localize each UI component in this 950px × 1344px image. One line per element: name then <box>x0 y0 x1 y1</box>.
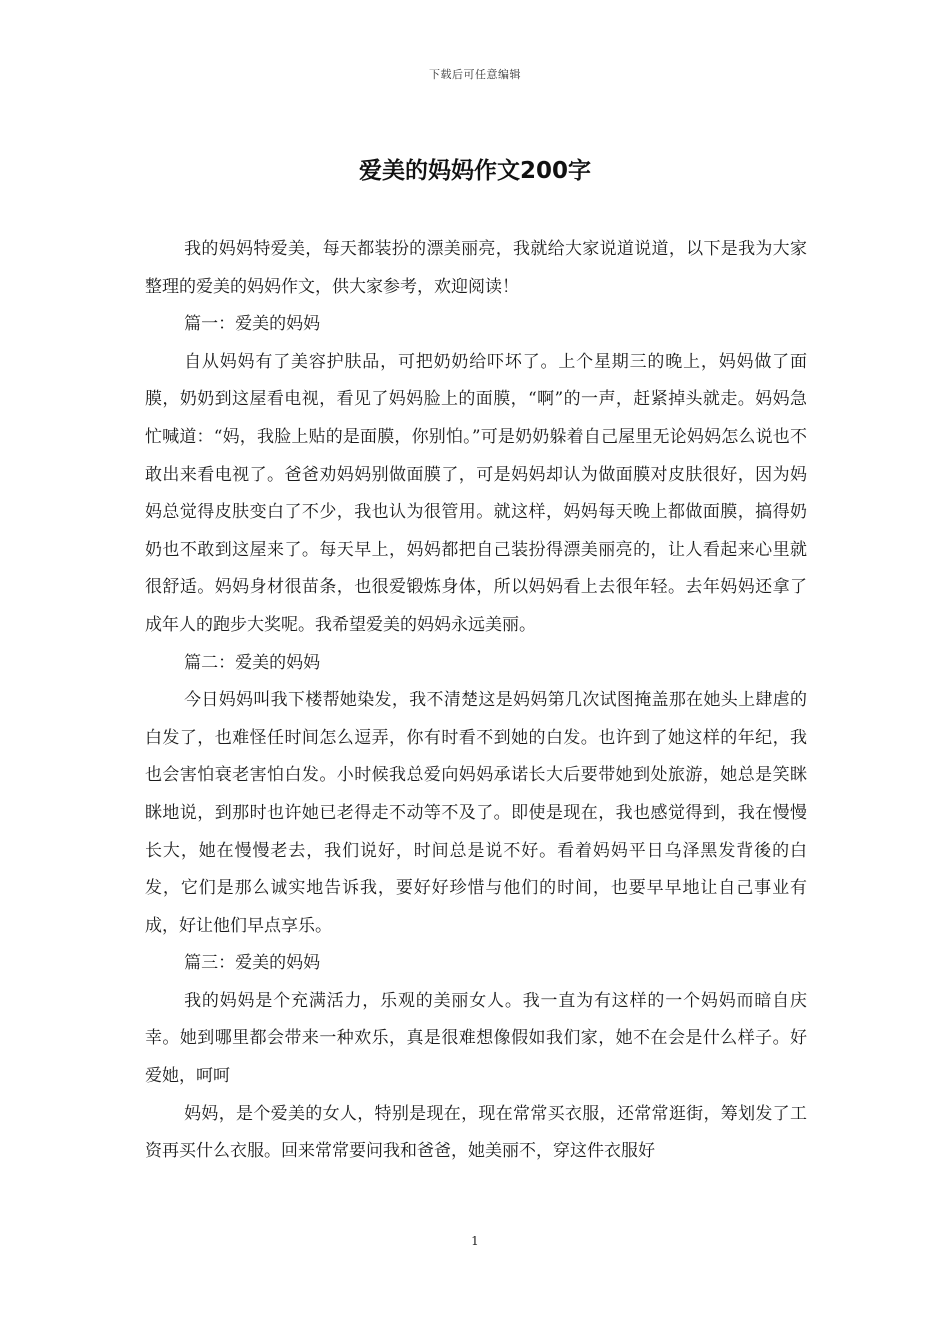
intro-paragraph: 我的妈妈特爱美，每天都装扮的漂美丽亮，我就给大家说道说道，以下是我为大家整理的爱美的妈妈作文，供大家参考，欢迎阅读！ <box>145 239 807 297</box>
page-number: 1 <box>471 1234 479 1248</box>
section-heading-2: 篇二：爱美的妈妈 <box>184 652 321 673</box>
section-heading-1: 篇一：爱美的妈妈 <box>184 314 321 335</box>
section-1-paragraph: 自从妈妈有了美容护肤品，可把奶奶给吓坏了。上个星期三的晚上，妈妈做了面膜，奶奶到这屋看电视，看见了妈妈脸上的面膜，“啊”的一声，赶紧掉头就走。妈妈急忙喊道：“妈，我脸上贴的是面膜，你别怕。”可是奶奶躲着自己屋里无论妈妈怎么说也不敢出来看电视了。爸爸劝妈妈别做面膜了，可是妈妈却认为做面膜对皮肤很好，因为妈妈总觉得皮肤变白了不少，我也认为很管用。就这样，妈妈每天晚上都做面膜，搞得奶奶也不敢到这屋来了。每天早上，妈妈都把自己装扮得漂美丽亮的，让人看起来心里就很舒适。妈妈身材很苗条，也很爱锻炼身体，所以妈妈看上去很年轻。去年妈妈还拿了成年人的跑步大奖呢。我希望爱美的妈妈永远美丽。 <box>145 351 807 635</box>
section-heading-3: 篇三：爱美的妈妈 <box>184 953 321 974</box>
header-note: 下载后可任意编辑 <box>429 68 521 81</box>
section-2-paragraph: 今日妈妈叫我下楼帮她染发，我不清楚这是妈妈第几次试图掩盖那在她头上肆虐的白发了，也难怪任时间怎么逗弄，你有时看不到她的白发。也许到了她这样的年纪，我也会害怕衰老害怕白发。小时候我总爱向妈妈承诺长大后要带她到处旅游，她总是笑眯眯地说，到那时也许她已老得走不动等不及了。即使是现在，我也感觉得到，我在慢慢长大，她在慢慢老去，我们说好，时间总是说不好。看着妈妈平日乌泽黑发背後的白发，它们是那么诚实地告诉我，要好好珍惜与他们的时间，也要早早地让自己事业有成，好让他们早点享乐。 <box>145 690 807 936</box>
section-3-paragraph-2: 妈妈，是个爱美的女人，特别是现在，现在常常买衣服，还常常逛街，筹划发了工资再买什么衣服。回来常常要问我和爸爸，她美丽不，穿这件衣服好 <box>145 1103 807 1162</box>
section-3-paragraph-1: 我的妈妈是个充满活力，乐观的美丽女人。我一直为有这样的一个妈妈而暗自庆幸。她到哪里都会带来一种欢乐，真是很难想像假如我们家，她不在会是什么样子。好爱她，呵呵 <box>145 990 807 1087</box>
document-title: 爱美的妈妈作文200字 <box>358 158 591 184</box>
document-body <box>145 231 807 1171</box>
